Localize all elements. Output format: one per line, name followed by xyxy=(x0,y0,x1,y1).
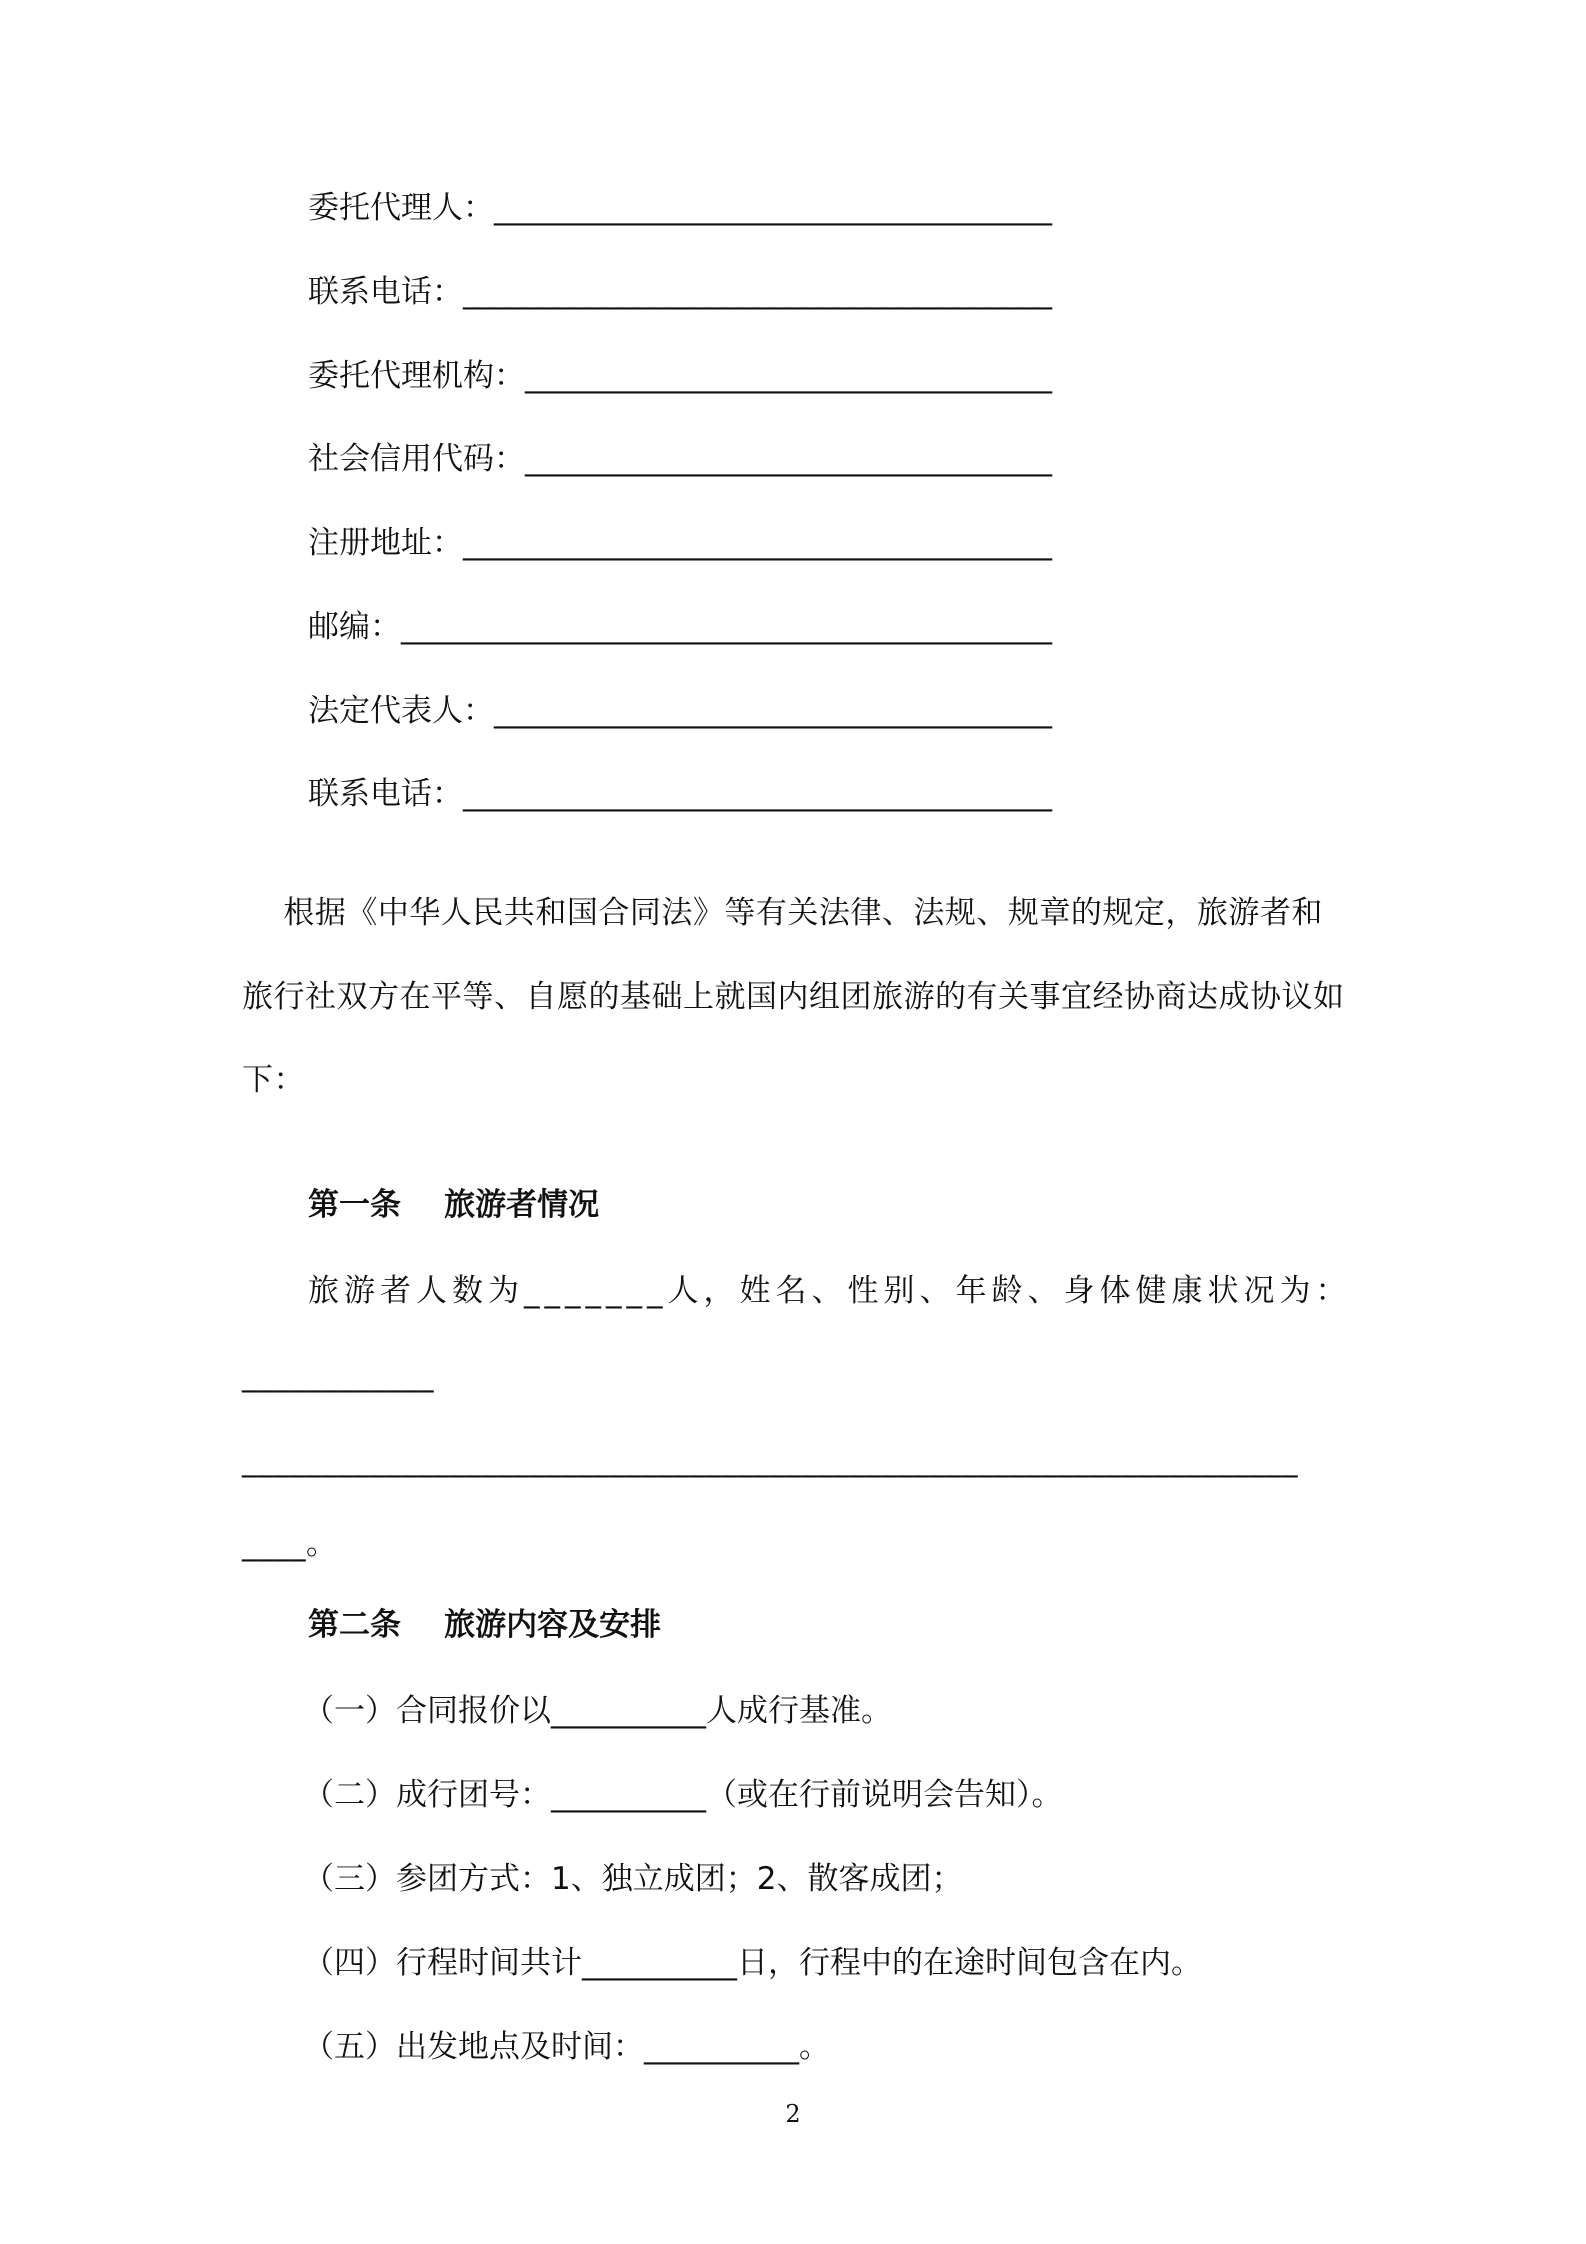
article-2-item-5: （五）出发地点及时间：__________。 xyxy=(303,2029,830,2065)
article-2-item-3: （三）参团方式：1、独立成团；2、散客成团； xyxy=(303,1861,963,1897)
agent-field-agency: 委托代理机构：__________________________________ xyxy=(308,358,1052,394)
agent-field-address: 注册地址：______________________________________ xyxy=(308,525,1052,561)
article-1-line-2: ____________ xyxy=(242,1357,434,1393)
intro-line-3: 下： xyxy=(242,1062,305,1098)
article-2-item-2: （二）成行团号：__________（或在行前说明会告知）。 xyxy=(303,1777,1063,1813)
article-2-item-4: （四）行程时间共计__________日，行程中的在途时间包含在内。 xyxy=(303,1945,1202,1981)
article-1-heading: 第一条 旅游者情况 xyxy=(308,1187,600,1223)
article-1-line-1: 旅游者人数为_______人，姓名、性别、年龄、身体健康状况为： xyxy=(308,1273,1352,1309)
article-2-heading: 第二条 旅游内容及安排 xyxy=(308,1607,662,1643)
article-1-line-4: ____。 xyxy=(242,1526,338,1562)
agent-field-entrusted-agent: 委托代理人：____________________________________ xyxy=(308,190,1052,226)
agent-field-legal-rep-phone: 联系电话：______________________________________ xyxy=(308,776,1052,812)
agent-field-legal-rep: 法定代表人：____________________________________ xyxy=(308,693,1052,729)
intro-line-2: 旅行社双方在平等、自愿的基础上就国内组团旅游的有关事宜经协商达成协议如 xyxy=(242,979,1345,1015)
intro-line-1: 根据《中华人民共和国合同法》等有关法律、法规、规章的规定，旅游者和 xyxy=(242,895,1323,931)
article-2-item-1: （一）合同报价以__________人成行基准。 xyxy=(303,1693,892,1729)
agent-field-credit-code: 社会信用代码：__________________________________ xyxy=(308,441,1052,477)
agent-field-phone: 联系电话：______________________________________ xyxy=(308,274,1052,310)
page-number: 2 xyxy=(785,2100,801,2128)
article-1-line-3: __________________________________________________________________ xyxy=(242,1442,1298,1478)
agent-field-postcode: 邮编：__________________________________________ xyxy=(308,609,1052,645)
